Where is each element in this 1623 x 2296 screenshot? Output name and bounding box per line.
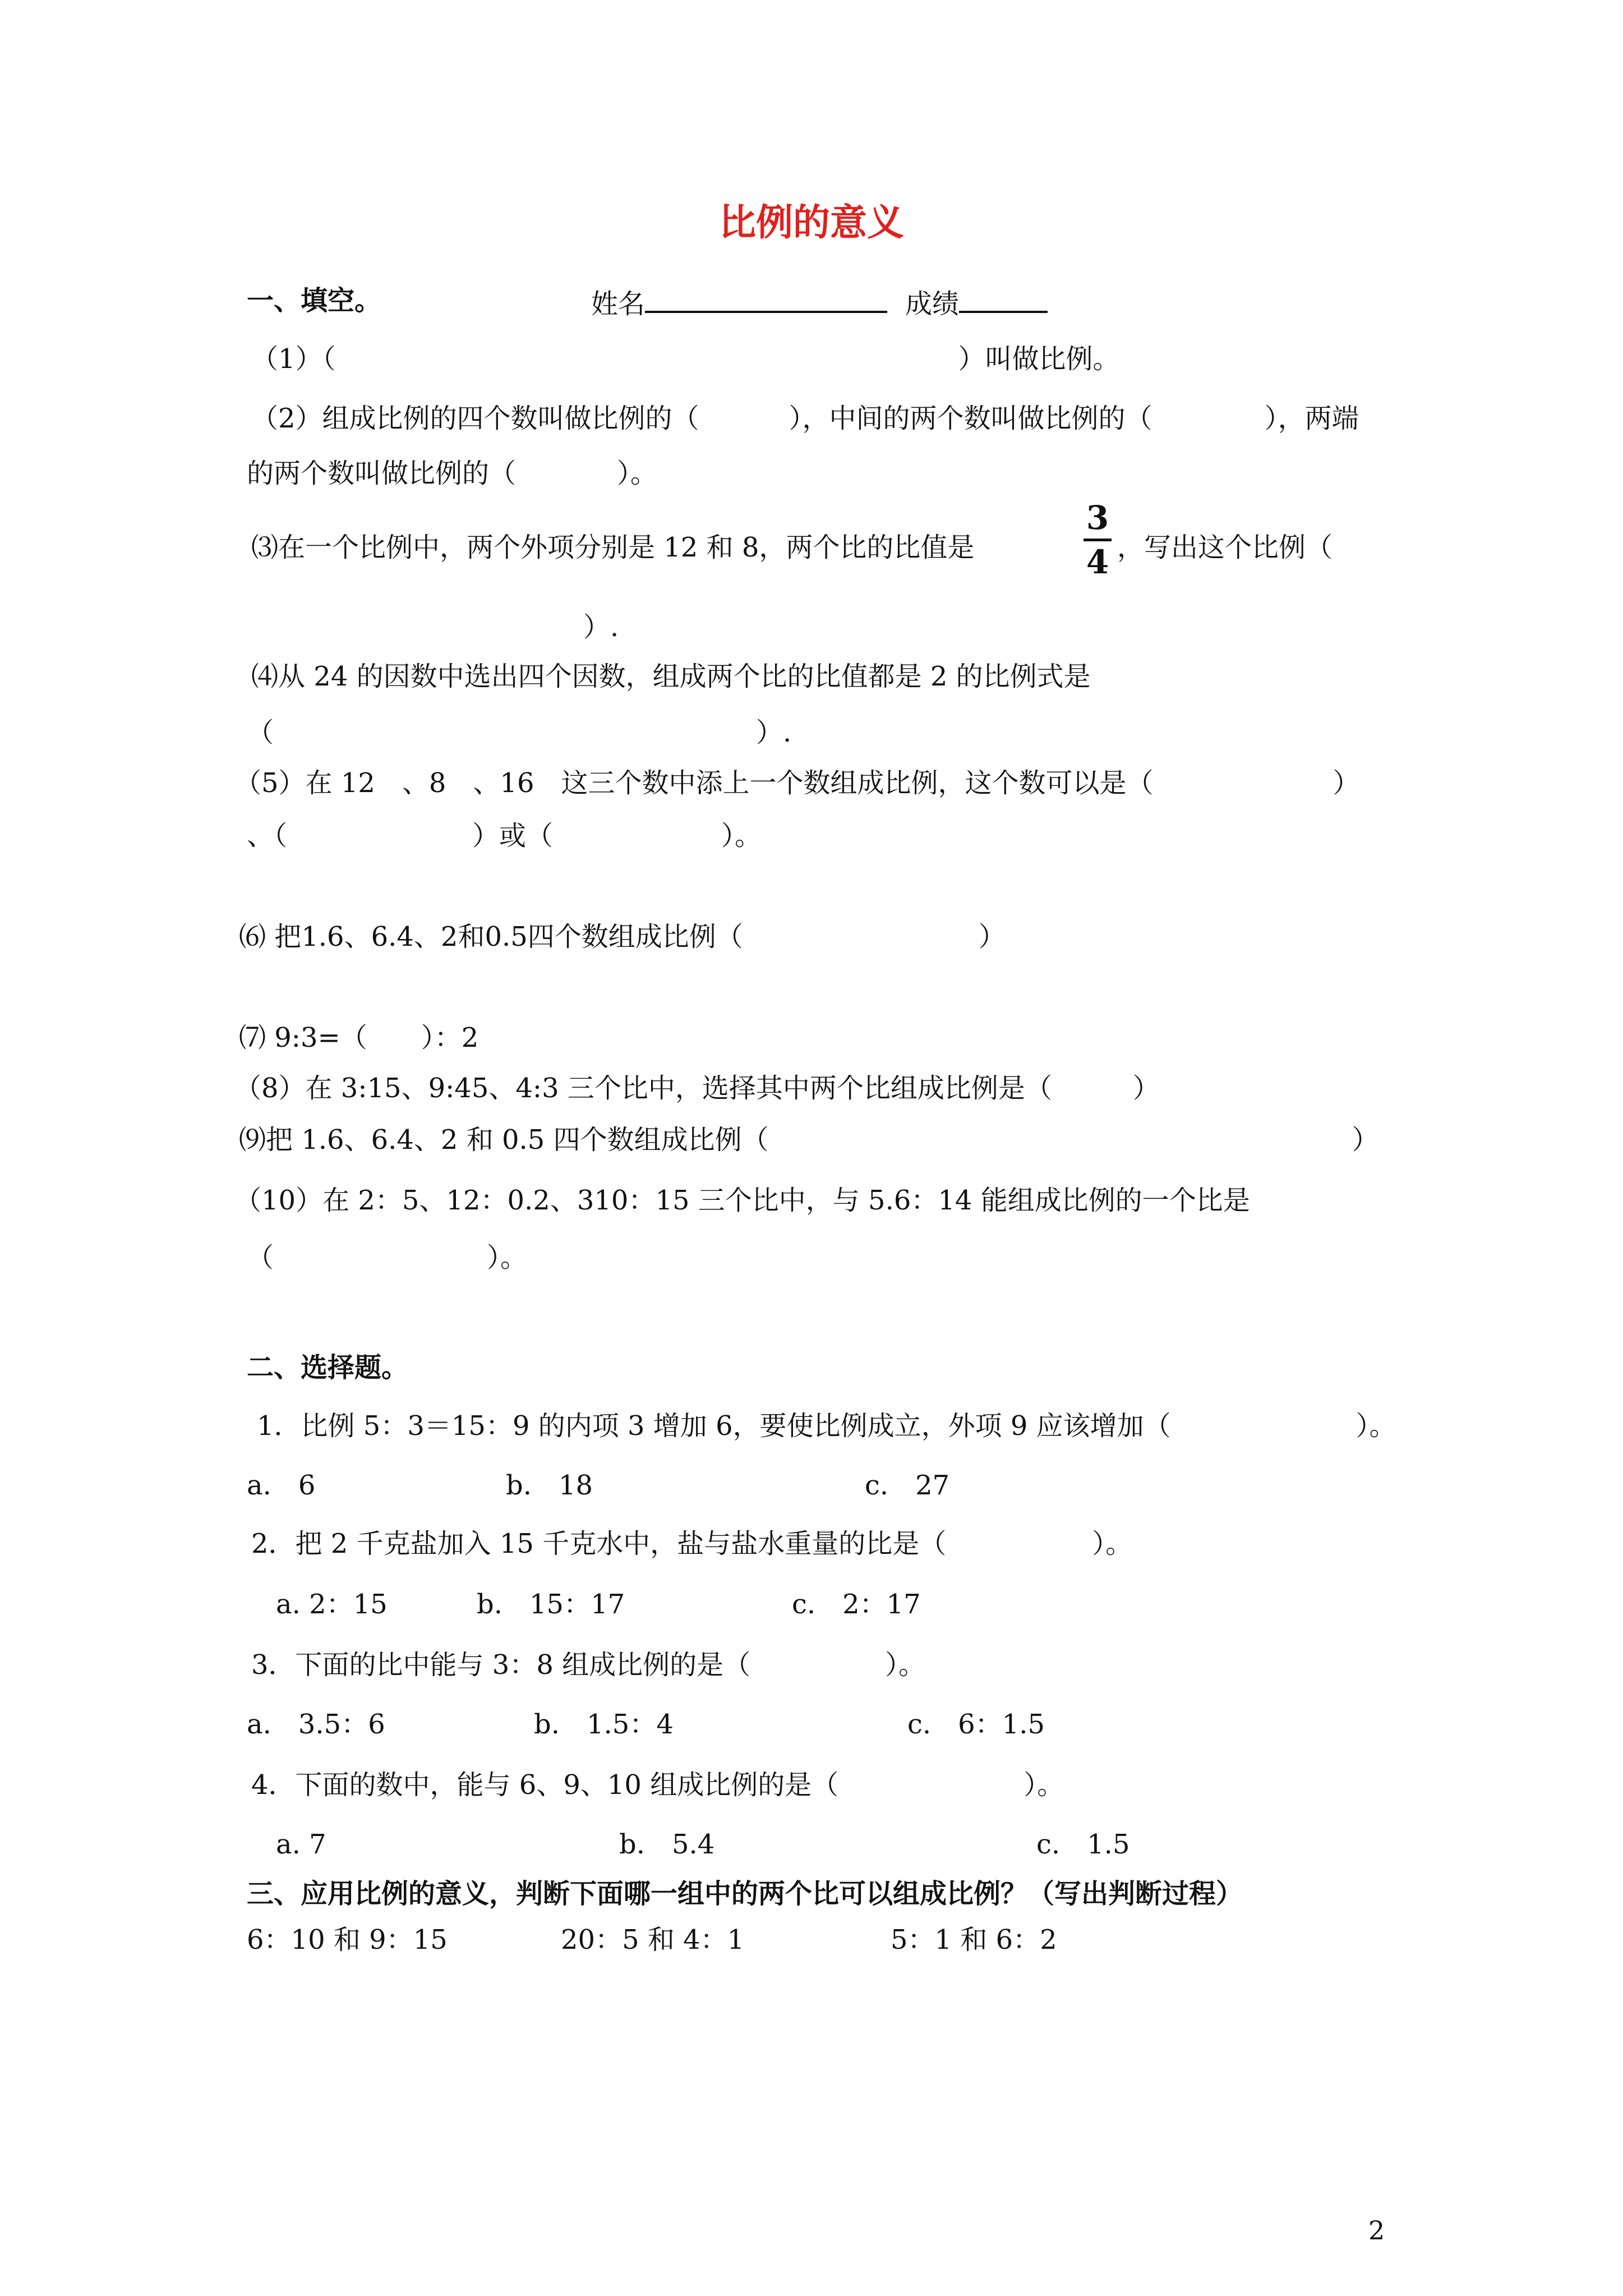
fraction-bar [1083,539,1112,541]
choice-q3-option-c[interactable]: c. 6：1.5 [907,1709,1045,1740]
name-label: 姓名 [591,288,645,320]
q5-text-d: ）或（ [472,820,554,852]
q6-text-b: ） [978,921,1006,953]
fill-q6 [239,920,1006,954]
fill-q3-line1 [251,531,974,564]
choice-q3-option-a[interactable]: a. 3.5：6 [247,1709,385,1740]
ratio-pair-2: 20：5 和 4：1 [561,1924,745,1955]
fill-q3-line2 [247,610,619,644]
fill-q10-line1 [234,1184,1250,1217]
choice-q1-option-a[interactable]: a. 6 [247,1470,316,1501]
ratio-pair-3: 5：1 和 6：2 [891,1924,1057,1955]
q3-fraction [1082,499,1113,581]
fill-q3-line1b [1117,531,1332,564]
score-label: 成绩 [905,288,960,320]
fraction-denominator: 4 [1086,543,1109,581]
q1-text-b: ）叫做比例。 [958,343,1120,375]
q9-text-b: ） [1352,1124,1379,1156]
fill-q10-line2 [247,1241,527,1274]
choice-q4-text-a: 4．下面的数中，能与 6、9、10 组成比例的是（ [251,1769,839,1801]
fill-q7 [239,1021,478,1055]
q2-text-c: ），两端 [1264,403,1359,434]
name-field[interactable] [591,284,887,321]
q7-text: ⑺ 9:3=（ ）：2 [239,1022,479,1053]
choice-q4 [251,1768,1064,1802]
q5-text-e: ）。 [721,820,762,852]
q10-text-a: （10）在 2：5、12：0.2、310：15 三个比中，与 5.6：14 能组成比例的一个比是 [234,1185,1250,1216]
choice-q2-text-b: ）。 [1092,1528,1133,1559]
q5-text-c: 、（ [247,820,288,852]
q2-text-a: （2）组成比例的四个数叫做比例的（ [251,403,699,434]
q3-text-c: ）. [583,611,619,643]
q8-text: （8）在 3:15、9:45、4:3 三个比中，选择其中两个比组成比例是（ ） [234,1073,1160,1104]
fill-q1 [251,342,1120,376]
q4-text-c: ）. [756,717,792,748]
q5-text-a: （5）在 12 、8 、16 这三个数中添上一个数组成比例，这个数可以是（ [234,767,1154,799]
page-title: 比例的意义 [719,200,904,244]
fill-q5-line2 [247,819,762,853]
choice-q4-text-b: ）。 [1023,1769,1064,1801]
fill-q9 [239,1123,1379,1157]
fill-q5-line1 [234,766,1360,800]
choice-q1-option-b[interactable]: b. 18 [506,1470,593,1501]
page-number: 2 [1368,2215,1385,2246]
choice-q2-option-a[interactable]: a. 2：15 [276,1589,388,1620]
q6-text-a: ⑹ 把1.6、6.4、2和0.5四个数组成比例（ [239,921,743,953]
q4-text-a: ⑷从 24 的因数中选出四个因数，组成两个比的比值都是 2 的比例式是 [251,661,1091,692]
q4-text-b: （ [247,717,274,748]
fill-q8 [234,1071,1160,1105]
q1-text-a: （1）（ [251,343,336,375]
fraction-numerator: 3 [1086,499,1109,537]
q2-text-e: ）。 [617,458,658,489]
section3-heading: 三、应用比例的意义，判断下面哪一组中的两个比可以组成比例？（写出判断过程） [247,1878,1243,1910]
fill-q4-line2 [247,716,791,749]
q2-text-b: ），中间的两个数叫做比例的（ [789,403,1152,434]
fill-q2-line2 [247,457,657,490]
q5-text-b: ） [1332,767,1360,799]
choice-q4-option-b[interactable]: b. 5.4 [619,1829,715,1860]
fill-q2-line1 [251,402,1359,435]
q10-text-c: ）。 [487,1242,528,1273]
q2-text-d: 的两个数叫做比例的（ [247,458,517,489]
choice-q2-option-b[interactable]: b. 15：17 [477,1589,625,1620]
name-underline[interactable] [645,284,887,313]
choice-q3 [251,1648,925,1682]
choice-q1-text-b: ）。 [1355,1410,1396,1442]
choice-q1 [257,1409,1396,1443]
section2-heading: 二、选择题。 [247,1352,409,1383]
ratio-pair-1: 6：10 和 9：15 [247,1924,448,1955]
q3-text-b: ，写出这个比例（ [1117,532,1333,563]
q10-text-b: （ [247,1242,274,1273]
fill-q4-line1 [251,660,1091,693]
choice-q3-text-a: 3．下面的比中能与 3：8 组成比例的是（ [251,1649,751,1681]
choice-q4-option-a[interactable]: a. 7 [276,1829,326,1860]
score-field[interactable] [905,284,1048,321]
choice-q2-option-c[interactable]: c. 2：17 [792,1589,921,1620]
choice-q1-text-a: 1．比例 5：3＝15：9 的内项 3 增加 6，要使比例成立，外项 9 应该增加（ [257,1410,1171,1442]
choice-q4-option-c[interactable]: c. 1.5 [1036,1829,1130,1860]
choice-q3-option-b[interactable]: b. 1.5：4 [534,1709,674,1740]
choice-q2-text-a: 2．把 2 千克盐加入 15 千克水中，盐与盐水重量的比是（ [251,1528,947,1559]
choice-q3-text-b: ）。 [885,1649,926,1681]
choice-q1-option-c[interactable]: c. 27 [865,1470,950,1501]
score-underline[interactable] [959,284,1048,313]
q9-text-a: ⑼把 1.6、6.4、2 和 0.5 四个数组成比例（ [239,1124,769,1156]
q3-text-a: ⑶在一个比例中，两个外项分别是 12 和 8，两个比的比值是 [251,532,975,563]
section1-heading: 一、填空。 [247,285,382,316]
choice-q2 [251,1527,1132,1561]
